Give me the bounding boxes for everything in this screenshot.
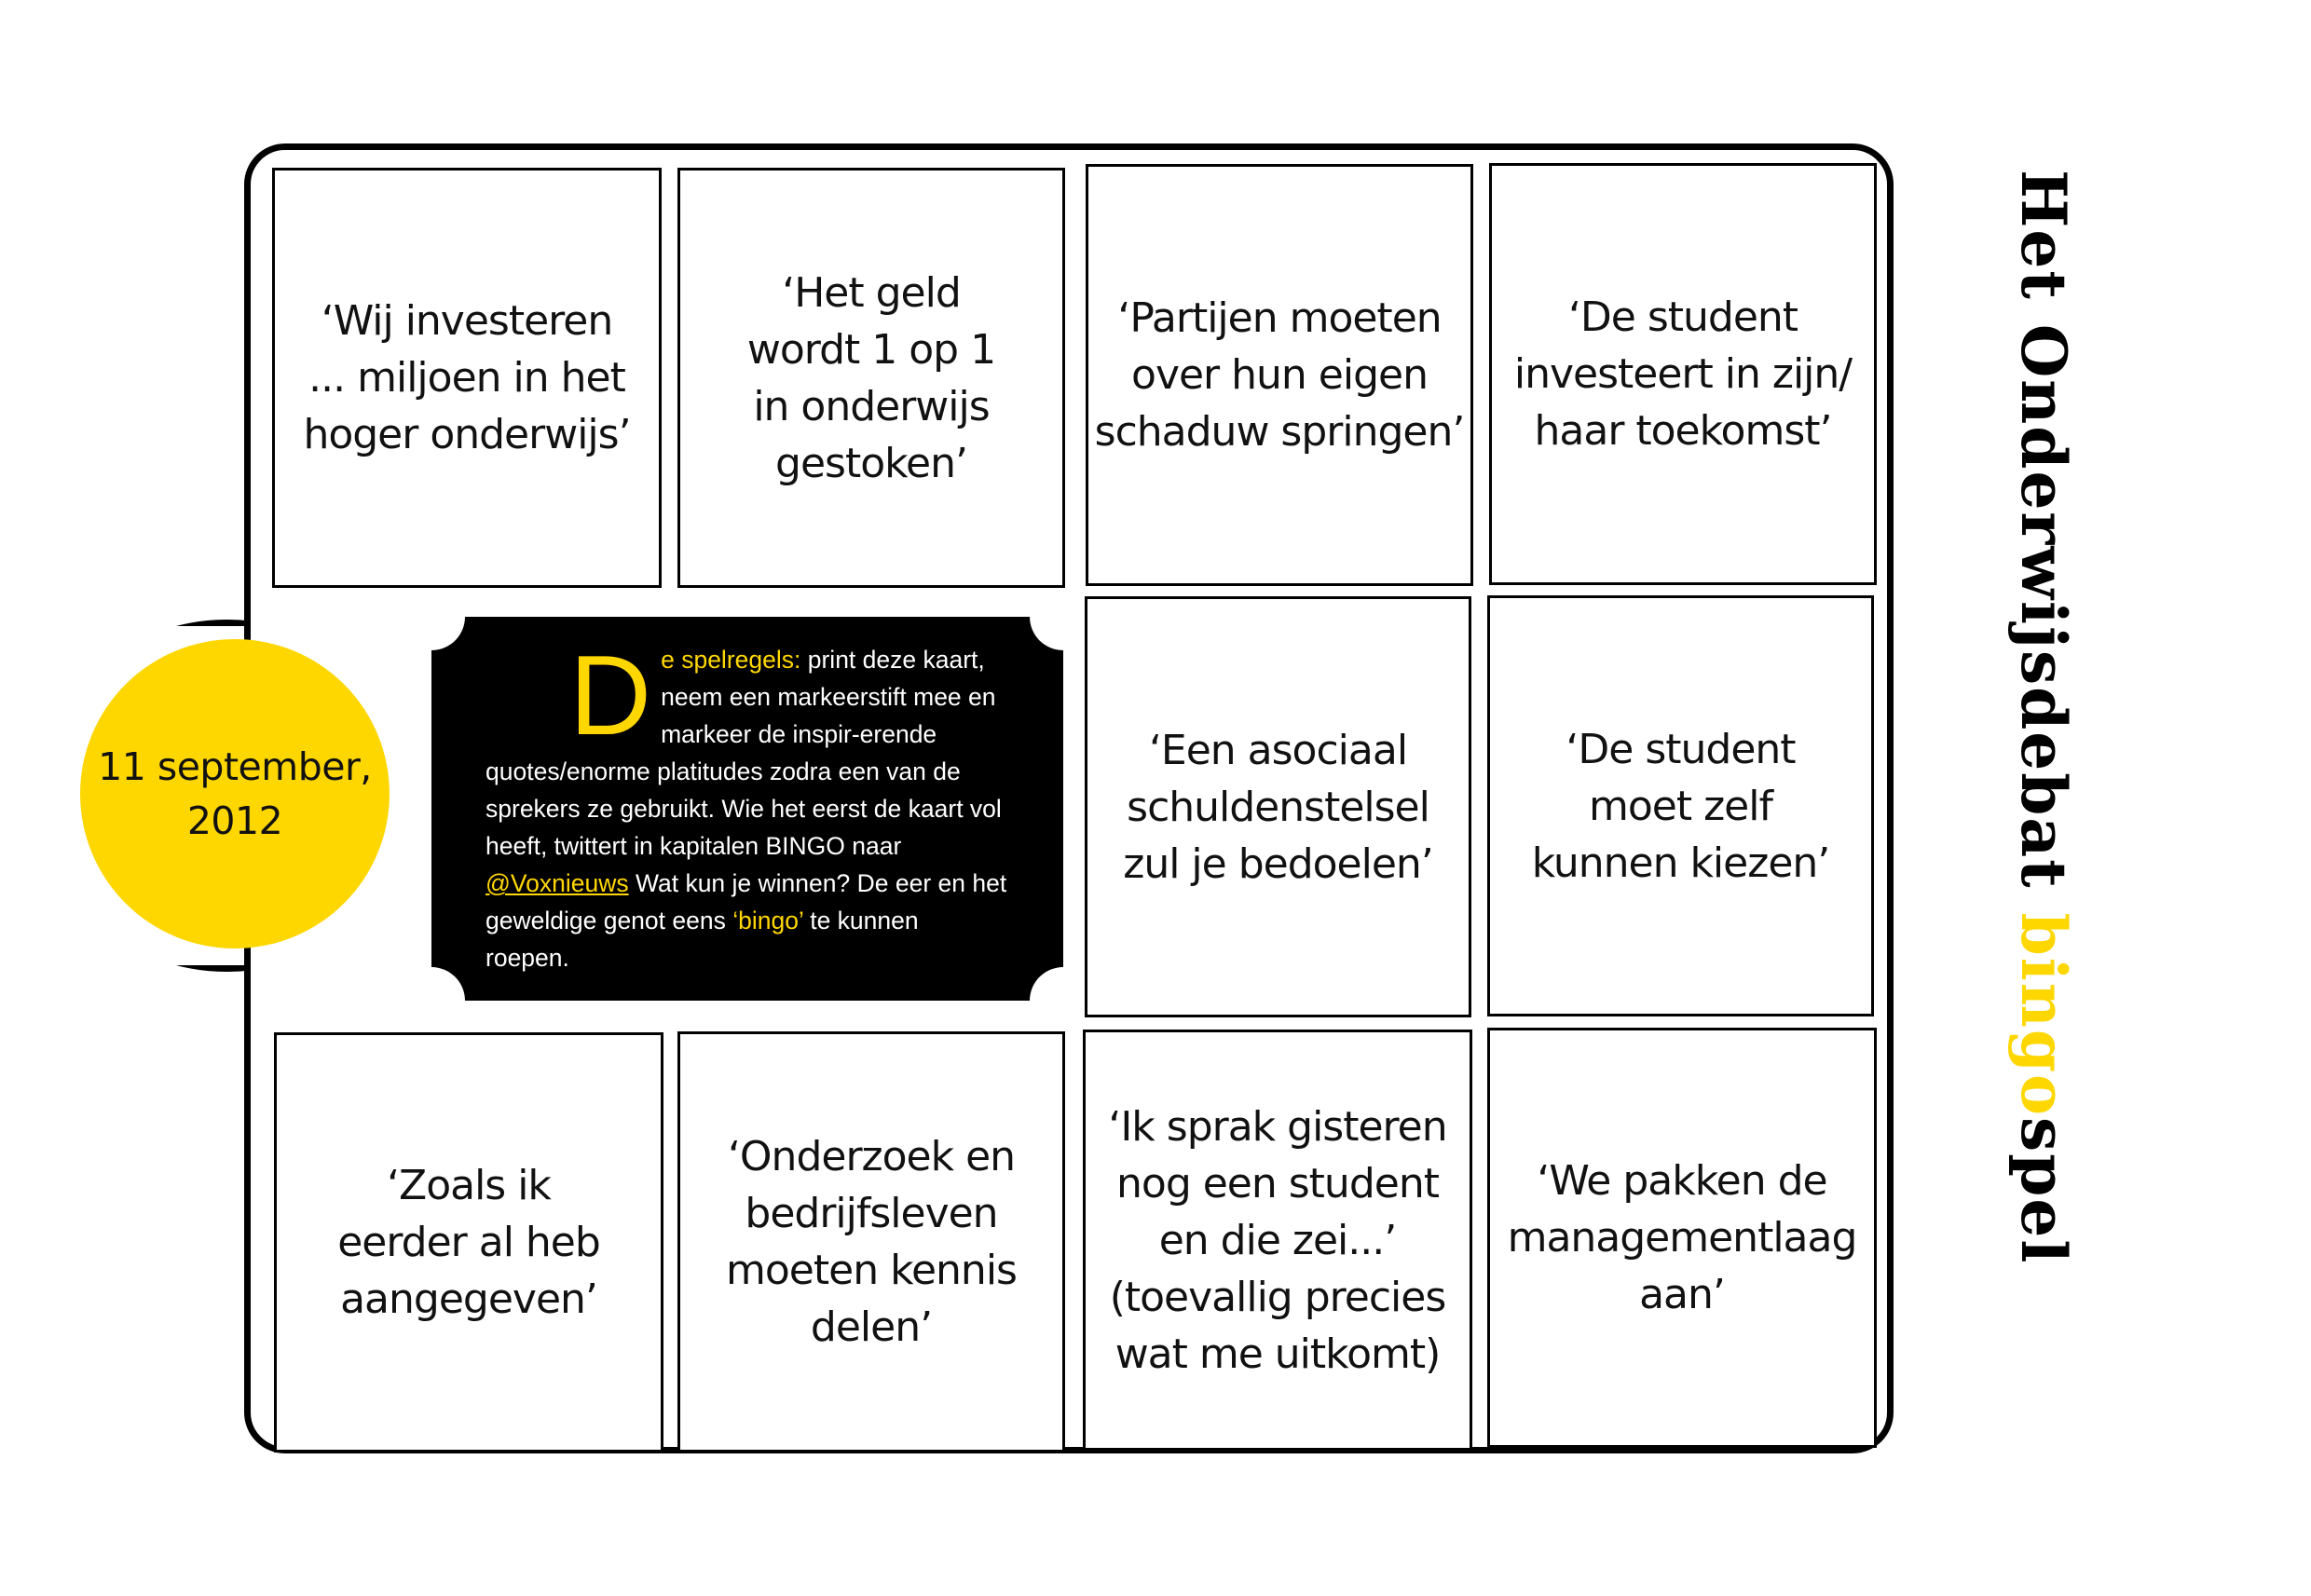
title-part-3: spel [2007, 1117, 2080, 1265]
date-badge [80, 639, 390, 948]
rules-bingo-word: ‘bingo’ [732, 907, 803, 934]
page-title-text [2007, 170, 2080, 1265]
tile-quote: ‘Het geld wordt 1 op 1 in onderwijs gestoken’ [746, 268, 996, 487]
bingo-tile[interactable] [677, 1031, 1065, 1453]
tile-quote: ‘Partijen moeten over hun eigen schaduw springen’ [1094, 294, 1465, 456]
tile-quote: ‘We pakken de managementlaag aan’ [1507, 1157, 1857, 1318]
title-part-2: bingo [2007, 912, 2080, 1118]
tile-quote: ‘Een asociaal schuldenstelsel zul je bedoelen’ [1123, 726, 1433, 888]
tile-quote: ‘Onderzoek en bedrijfsleven moeten kennis delen’ [726, 1133, 1017, 1351]
rules-body-2: Wat kun je winnen? De eer en het geweldige genot eens [485, 869, 1007, 934]
bingo-tile[interactable] [1085, 596, 1471, 1017]
rules-text [485, 632, 1007, 976]
tile-quote: ‘Ik sprak gisteren nog een student en die zei...’ (toevallig precies wat me uitkomt) [1108, 1102, 1447, 1378]
bingo-tile[interactable] [1487, 1028, 1877, 1448]
rules-body-1: print deze kaart, neem een markeerstift mee en markeer de inspir-erende quotes/enorme platitudes zodra een van de sprekers ze gebruikt. Wie het eerst de kaart vol heeft, twittert in kapitalen BINGO naar [485, 646, 1002, 860]
tile-quote: ‘Zoals ik eerder al heb aangegeven’ [337, 1162, 600, 1323]
bingo-tile[interactable] [677, 168, 1065, 588]
rules-lead: e spelregels: [661, 646, 801, 674]
tile-quote: ‘De student investeert in zijn/ haar toekomst’ [1513, 293, 1853, 455]
bingo-tile[interactable] [1083, 1030, 1472, 1451]
rules-body-3: te kunnen roepen. [485, 907, 919, 972]
tile-quote: ‘Wij investeren ... miljoen in het hoger onderwijs’ [303, 297, 631, 458]
bingo-tile[interactable] [1489, 163, 1877, 585]
bingo-tile[interactable] [1086, 164, 1473, 586]
date-text: 11 september, 2012 [98, 744, 372, 843]
bingo-tile[interactable] [1487, 595, 1874, 1016]
bingo-tile[interactable] [272, 168, 662, 588]
rules-dropcap: D [569, 632, 652, 758]
tile-quote: ‘De student moet zelf kunnen kiezen’ [1531, 725, 1830, 887]
rules-panel [431, 617, 1063, 1001]
title-part-1: Het Onderwijsdebat [2007, 170, 2080, 890]
bingo-tile[interactable] [274, 1032, 663, 1453]
voxnieuws-link[interactable]: @Voxnieuws [485, 869, 629, 897]
